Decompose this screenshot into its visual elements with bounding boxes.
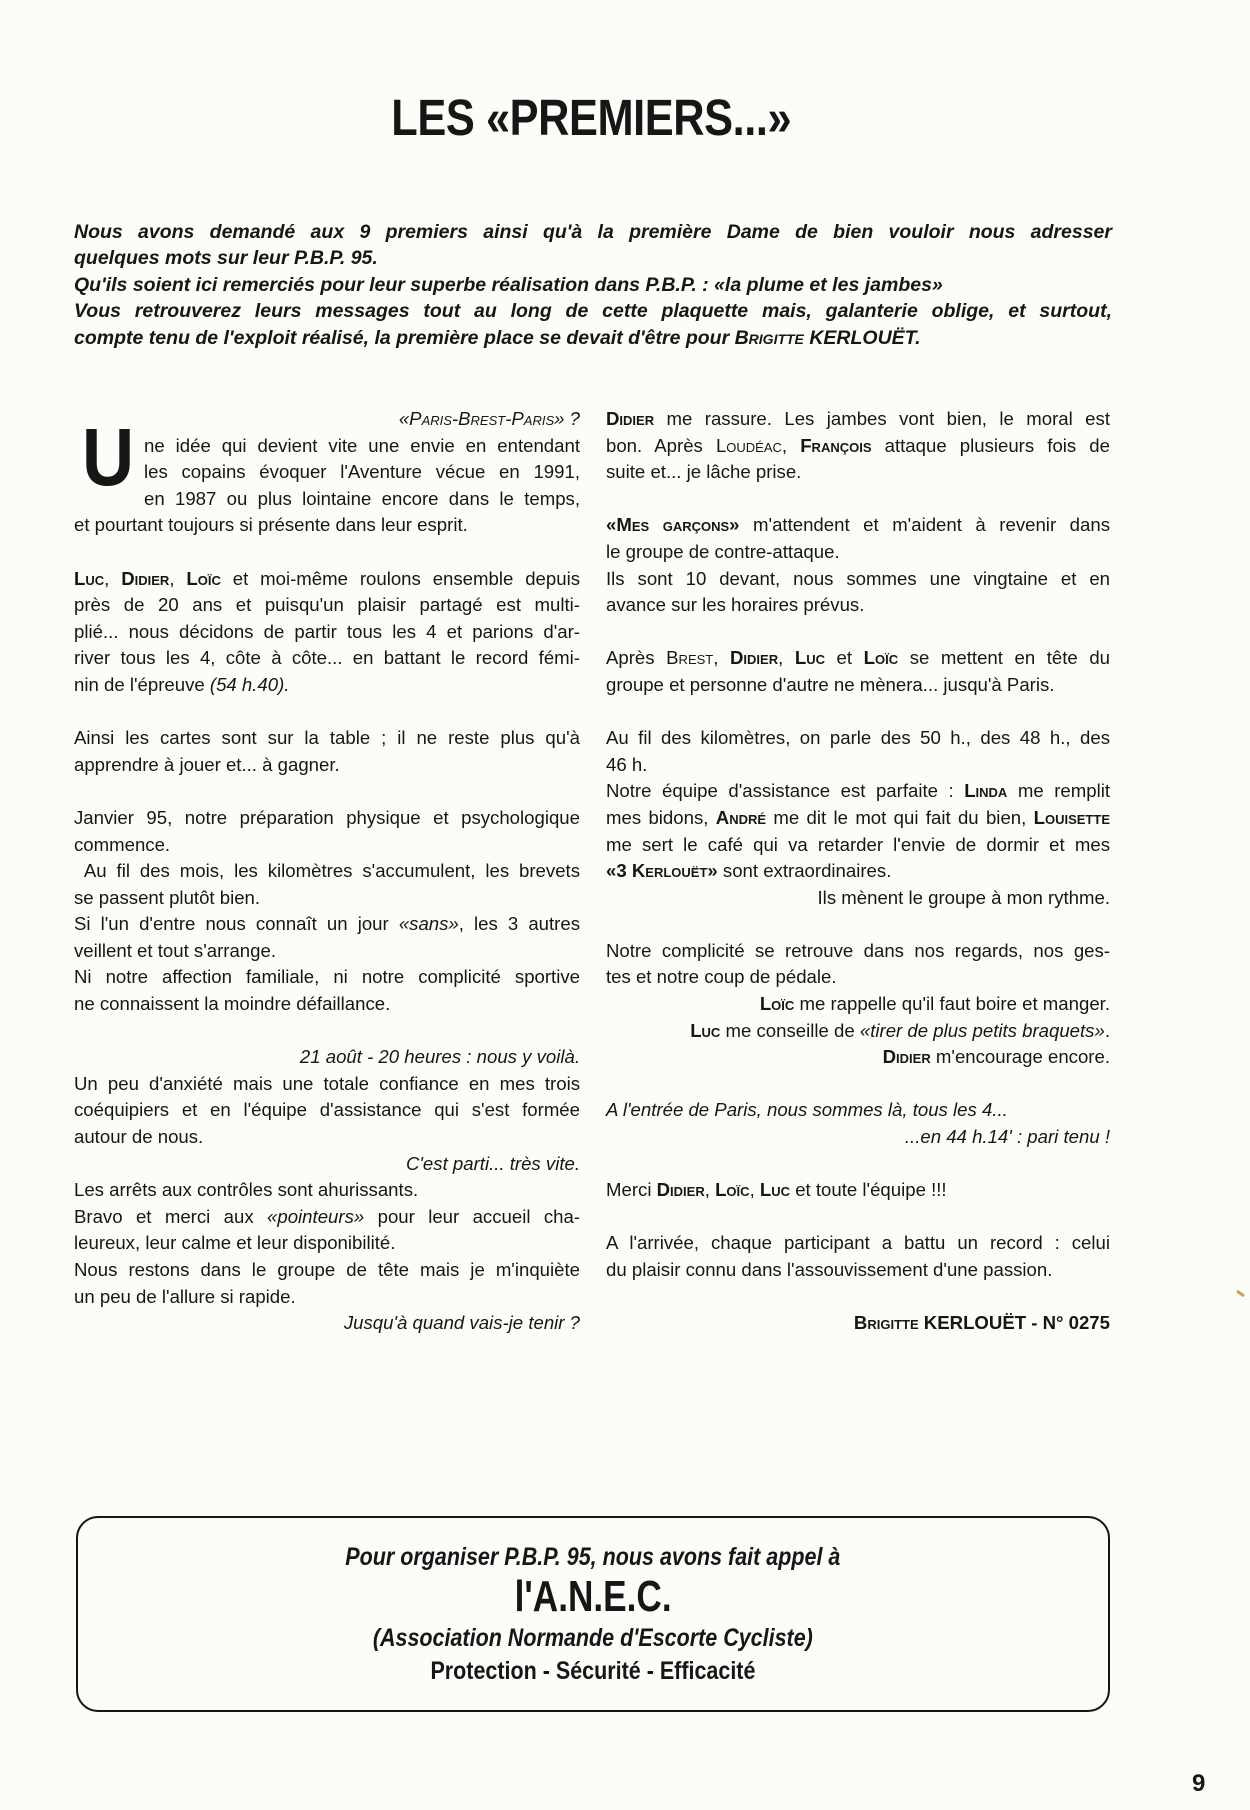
text-run: Vous retrouverez leurs messages tout au long de cette plaquette mais, galanterie oblige, et surtout, (74, 300, 1112, 323)
text-run: autour de nous. (74, 1126, 204, 1148)
text-run: Louisette (1033, 806, 1110, 828)
text-run: avance sur les horaires prévus. (606, 594, 865, 616)
right-column-article (606, 406, 1110, 1337)
text-run: Brigitte (853, 1312, 919, 1334)
anec-full-name (78, 1623, 1108, 1653)
text-line (74, 1310, 580, 1337)
text-run: , les 3 autres (458, 913, 581, 935)
text-run: me remplit (1007, 780, 1110, 802)
text-run: Nous avons demandé aux 9 premiers ainsi qu'à la première Dame de bien vouloir nous adresser (74, 221, 1112, 243)
text-run: sont extraordinaires. (717, 860, 892, 882)
text-line (606, 1097, 1110, 1124)
scan-speck (1236, 1290, 1245, 1298)
text-run: (54 h.40). (209, 673, 290, 695)
text-run: me conseille de (720, 1019, 860, 1041)
text-run: Ni notre affection familiale, ni notre complicité sportive (74, 966, 580, 988)
text-run: Janvier 95, notre préparation physique et psychologique (74, 806, 580, 828)
text-line (606, 725, 1110, 752)
text-run: me sert le café qui va retarder l'envie de dormir et mes (606, 833, 1110, 855)
text-run: m'attendent et m'aident à revenir dans (739, 514, 1110, 536)
text-line (606, 406, 1110, 433)
text-run: C'est parti... très vite. (405, 1152, 580, 1174)
text-line (74, 832, 580, 859)
left-column-article (74, 406, 580, 1337)
text-line (74, 1257, 580, 1284)
text-run: Brigitte (734, 326, 804, 349)
text-line (74, 1071, 580, 1098)
text-run: suite et... je lâche prise. (606, 461, 802, 483)
page-number: 9 (1192, 1770, 1206, 1797)
blank-line (606, 619, 1110, 646)
text-line (74, 219, 1112, 245)
text-run: mes bidons, (606, 806, 716, 828)
text-run: Didier (656, 1179, 705, 1201)
text-line (74, 725, 580, 752)
text-run: Luc (759, 1179, 791, 1201)
text-line (606, 832, 1110, 859)
text-run: veillent et tout s'arrange. (74, 939, 276, 961)
text-run: Après (606, 647, 667, 669)
text-run: «sans» (398, 913, 459, 935)
text-line (606, 672, 1110, 699)
text-run: river tous les 4, côte à côte... en battant le record fémi- (74, 647, 580, 669)
blank-line (74, 699, 580, 726)
text-run: groupe et personne d'autre ne mènera... jusqu'à Paris. (606, 673, 1055, 695)
text-run: Luc (74, 567, 105, 589)
text-run: Notre complicité se retrouve dans nos regards, nos ges- (606, 939, 1110, 961)
text-run: près de 20 ans et puisqu'un plaisir partagé est multi- (74, 594, 580, 616)
blank-line (74, 1018, 580, 1045)
text-run: Ils sont 10 devant, nous sommes une vingtaine et en (606, 567, 1110, 589)
text-run: . (1104, 1019, 1110, 1041)
text-line (74, 566, 580, 593)
text-run: , (104, 567, 122, 589)
anec-name (78, 1572, 1108, 1622)
text-run: ? (564, 408, 580, 429)
page-title-text: LES «PREMIERS...» (391, 89, 791, 146)
text-run: leureux, leur calme et leur disponibilité. (74, 1232, 396, 1254)
text-line (74, 433, 580, 460)
text-run: Didier (882, 1046, 931, 1068)
text-run: apprendre à jouer et... à gagner. (74, 753, 340, 775)
text-run: tes et notre coup de pédale. (606, 966, 837, 988)
text-run: et toute l'équipe !!! (790, 1179, 947, 1201)
text-run: A l'arrivée, chaque participant a battu un record : celui (606, 1232, 1110, 1254)
text-line (606, 1018, 1110, 1045)
blank-line (606, 1284, 1110, 1311)
text-run: «3 Kerlouët» (606, 860, 718, 882)
text-run: un peu de l'allure si rapide. (74, 1285, 296, 1307)
anec-motto-text: Protection - Sécurité - Efficacité (430, 1657, 756, 1685)
text-run: Ainsi les cartes sont sur la table ; il ne reste plus qu'à (74, 727, 580, 749)
text-line (74, 885, 580, 912)
text-run: , (749, 1179, 760, 1201)
text-run: ne connaissent la moindre défaillance. (74, 993, 391, 1015)
text-line (74, 858, 580, 885)
text-line (606, 778, 1110, 805)
text-line (606, 991, 1110, 1018)
text-run: me dit le mot qui fait du bien, (766, 806, 1034, 828)
text-line (606, 885, 1110, 912)
text-line (74, 1284, 580, 1311)
text-run: Didier (729, 647, 779, 669)
text-run: ...en 44 h.14' : pari tenu ! (904, 1126, 1110, 1148)
text-run: Loïc (186, 567, 221, 589)
text-run: Bravo et merci aux (74, 1205, 268, 1227)
drop-cap: U (82, 412, 135, 503)
text-line (606, 1177, 1110, 1204)
text-line (74, 1151, 580, 1178)
text-line (606, 539, 1110, 566)
intro-paragraph (74, 219, 1112, 351)
text-line (74, 805, 580, 832)
text-run: le groupe de contre-attaque. (606, 540, 840, 562)
text-run: Qu'ils soient ici remerciés pour leur superbe réalisation dans P.B.P. : «la plume et les jambes» (74, 273, 943, 296)
text-line (74, 486, 580, 513)
text-run: Didier (121, 567, 170, 589)
text-run: et (824, 647, 864, 669)
text-run: plié... nous décidons de partir tous les 4 et parions d'ar- (74, 620, 580, 642)
text-run: m'encourage encore. (930, 1046, 1110, 1068)
text-run: 21 août - 20 heures : nous y voilà. (299, 1046, 580, 1068)
text-run: Les arrêts aux contrôles sont ahurissants. (74, 1179, 419, 1201)
blank-line (606, 486, 1110, 513)
text-line (74, 459, 580, 486)
text-run: «Paris-Brest-Paris» (398, 408, 565, 429)
text-line (74, 991, 580, 1018)
text-line (74, 752, 580, 779)
text-run: André (715, 806, 767, 828)
text-line (74, 672, 580, 699)
text-run: Merci (606, 1179, 657, 1201)
text-run: compte tenu de l'exploit réalisé, la première place se devait d'être pour (74, 326, 735, 349)
text-line (606, 1044, 1110, 1071)
text-run: , (169, 567, 187, 589)
text-run: Loïc (759, 993, 795, 1015)
text-run: 46 h. (606, 753, 648, 775)
text-run: et moi-même roulons ensemble depuis (220, 567, 580, 589)
text-run: Didier (606, 408, 655, 429)
text-line (606, 592, 1110, 619)
text-run: bon. Après (606, 434, 716, 456)
text-line (74, 911, 580, 938)
text-run: ne idée qui devient vite une envie en entendant (144, 434, 580, 456)
blank-line (606, 1071, 1110, 1098)
text-run: pour leur accueil cha- (364, 1205, 581, 1227)
anec-motto (78, 1656, 1108, 1686)
blank-line (74, 778, 580, 805)
text-line (606, 964, 1110, 991)
text-run: «pointeurs» (267, 1205, 365, 1227)
text-line (74, 1124, 580, 1151)
text-line (606, 433, 1110, 460)
anec-name-text: l'A.N.E.C. (514, 1572, 672, 1621)
text-line (606, 512, 1110, 539)
text-run: Un peu d'anxiété mais une totale confiance en mes trois (74, 1072, 580, 1094)
text-line (606, 459, 1110, 486)
text-line (606, 1310, 1110, 1337)
text-line (74, 272, 1112, 298)
text-run: «tirer de plus petits braquets» (859, 1019, 1105, 1041)
text-line (606, 752, 1110, 779)
text-run: Si l'un d'entre nous connaît un jour (74, 913, 399, 935)
text-line (606, 645, 1110, 672)
text-run: , (778, 647, 795, 669)
text-line (606, 566, 1110, 593)
text-run: Ils mènent le groupe à mon rythme. (817, 886, 1110, 908)
text-run: Au fil des kilomètres, on parle des 50 h., des 48 h., des (606, 727, 1110, 749)
text-line (606, 805, 1110, 832)
text-run: les copains évoquer l'Aventure vécue en 1991, (144, 461, 580, 483)
text-line (74, 245, 1112, 271)
text-run: attaque plusieurs fois de (871, 434, 1110, 456)
anec-full-name-text: (Association Normande d'Escorte Cycliste) (372, 1624, 813, 1652)
text-run: se passent plutôt bien. (74, 886, 261, 908)
text-line (606, 1230, 1110, 1257)
text-run: Notre équipe d'assistance est parfaite : (606, 780, 965, 802)
text-run: coéquipiers et en l'équipe d'assistance qui s'est formée (74, 1099, 580, 1121)
text-run: , (781, 434, 801, 456)
blank-line (606, 911, 1110, 938)
text-line (606, 1257, 1110, 1284)
text-line (74, 325, 1112, 351)
text-run: Luc (794, 647, 825, 669)
text-run: me rappelle qu'il faut boire et manger. (794, 993, 1110, 1015)
text-line (74, 1230, 580, 1257)
text-line (74, 645, 580, 672)
text-line (74, 1177, 580, 1204)
text-run: me rassure. Les jambes vont bien, le moral est (654, 408, 1110, 429)
text-line (606, 858, 1110, 885)
text-run: «Mes garçons» (606, 514, 740, 536)
blank-line (74, 539, 580, 566)
text-run: Brest (666, 647, 714, 669)
page-title (0, 89, 1182, 146)
text-run: Au fil des mois, les kilomètres s'accumulent, les brevets (74, 860, 580, 882)
text-line (606, 1124, 1110, 1151)
text-run: quelques mots sur leur P.B.P. 95. (74, 247, 378, 270)
text-run: A l'entrée de Paris, nous sommes là, tous les 4... (606, 1099, 1008, 1121)
text-run: se mettent en tête du (898, 647, 1111, 669)
text-run: KERLOUËT. (803, 326, 921, 349)
blank-line (606, 1151, 1110, 1178)
text-line (74, 619, 580, 646)
text-run: nin de l'épreuve (74, 673, 210, 695)
text-line (74, 1097, 580, 1124)
text-run: du plaisir connu dans l'assouvissement d'une passion. (606, 1259, 1053, 1280)
text-line (74, 1044, 580, 1071)
text-run: Loudéac (715, 434, 782, 456)
text-line (74, 938, 580, 965)
text-run: Jusqu'à quand vais-je tenir ? (343, 1312, 580, 1334)
text-run: KERLOUËT - N° 0275 (918, 1312, 1110, 1334)
text-run: et pourtant toujours si présente dans leur esprit. (74, 514, 468, 536)
text-run: , (704, 1179, 716, 1201)
blank-line (606, 1204, 1110, 1231)
text-run: Linda (964, 780, 1008, 802)
text-run: Loïc (863, 647, 899, 669)
text-line (606, 938, 1110, 965)
anec-intro-text: Pour organiser P.B.P. 95, nous avons fait appel à (345, 1543, 841, 1571)
text-run: François (800, 434, 872, 456)
text-line (74, 592, 580, 619)
anec-advert-box (76, 1516, 1110, 1712)
text-line (74, 1204, 580, 1231)
blank-line (606, 699, 1110, 726)
text-run: Luc (690, 1019, 721, 1041)
text-line (74, 406, 580, 433)
text-line (74, 298, 1112, 324)
text-run: , (713, 647, 730, 669)
text-run: commence. (74, 833, 171, 855)
anec-intro-line (78, 1542, 1108, 1572)
text-run: en 1987 ou plus lointaine encore dans le temps, (144, 487, 580, 509)
text-line (74, 964, 580, 991)
text-run: Loïc (715, 1179, 750, 1201)
text-run: Nous restons dans le groupe de tête mais je m'inquiète (74, 1259, 580, 1280)
text-line (74, 512, 580, 539)
